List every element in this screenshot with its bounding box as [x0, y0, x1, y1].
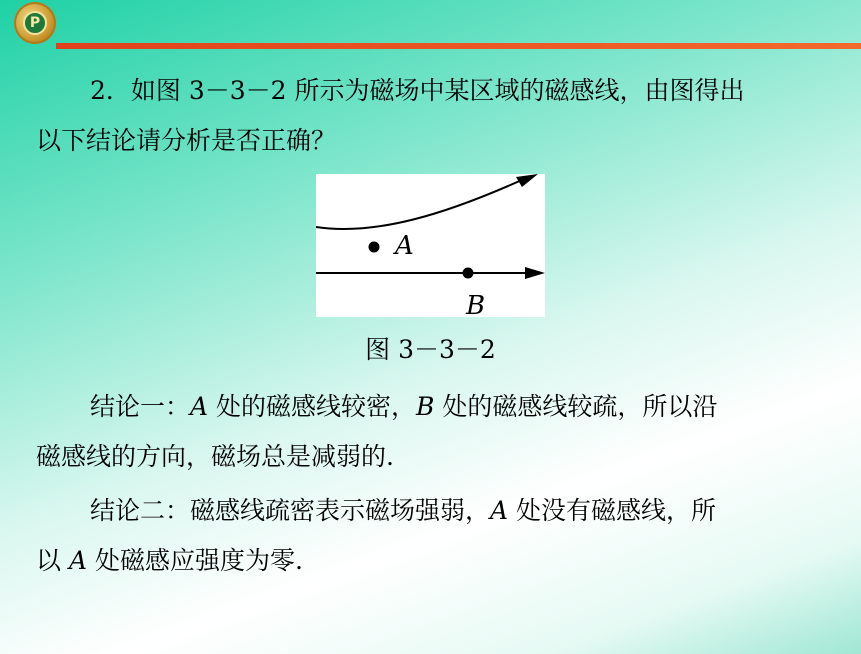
- question-text: [36, 66, 836, 166]
- question-line-2: 以下结论请分析是否正确？: [36, 126, 337, 155]
- point-a: [369, 242, 380, 253]
- curved-arrowhead: [516, 174, 538, 187]
- header-rule: [56, 43, 861, 49]
- question-line-1: 2．如图 3－3－2 所示为磁场中某区域的磁感线，由图得出: [90, 76, 745, 105]
- magnetic-field-figure: [316, 174, 545, 317]
- curved-field-line: [316, 179, 524, 229]
- label-b: B: [466, 291, 486, 317]
- figure-caption: 图 3－3－2: [365, 335, 496, 364]
- school-emblem-icon: P: [14, 2, 56, 44]
- straight-arrowhead: [525, 267, 545, 279]
- conclusion-1: 结论一：A 处的磁感线较密，B 处的磁感线较疏，所以沿 磁感线的方向，磁场总是减弱的.: [36, 392, 718, 471]
- conclusion-2: 结论二：磁感线疏密表示磁场强弱，A 处没有磁感线，所 以 A 处磁感应强度为零.: [36, 496, 717, 575]
- label-a: A: [395, 231, 414, 261]
- point-b: [463, 268, 474, 279]
